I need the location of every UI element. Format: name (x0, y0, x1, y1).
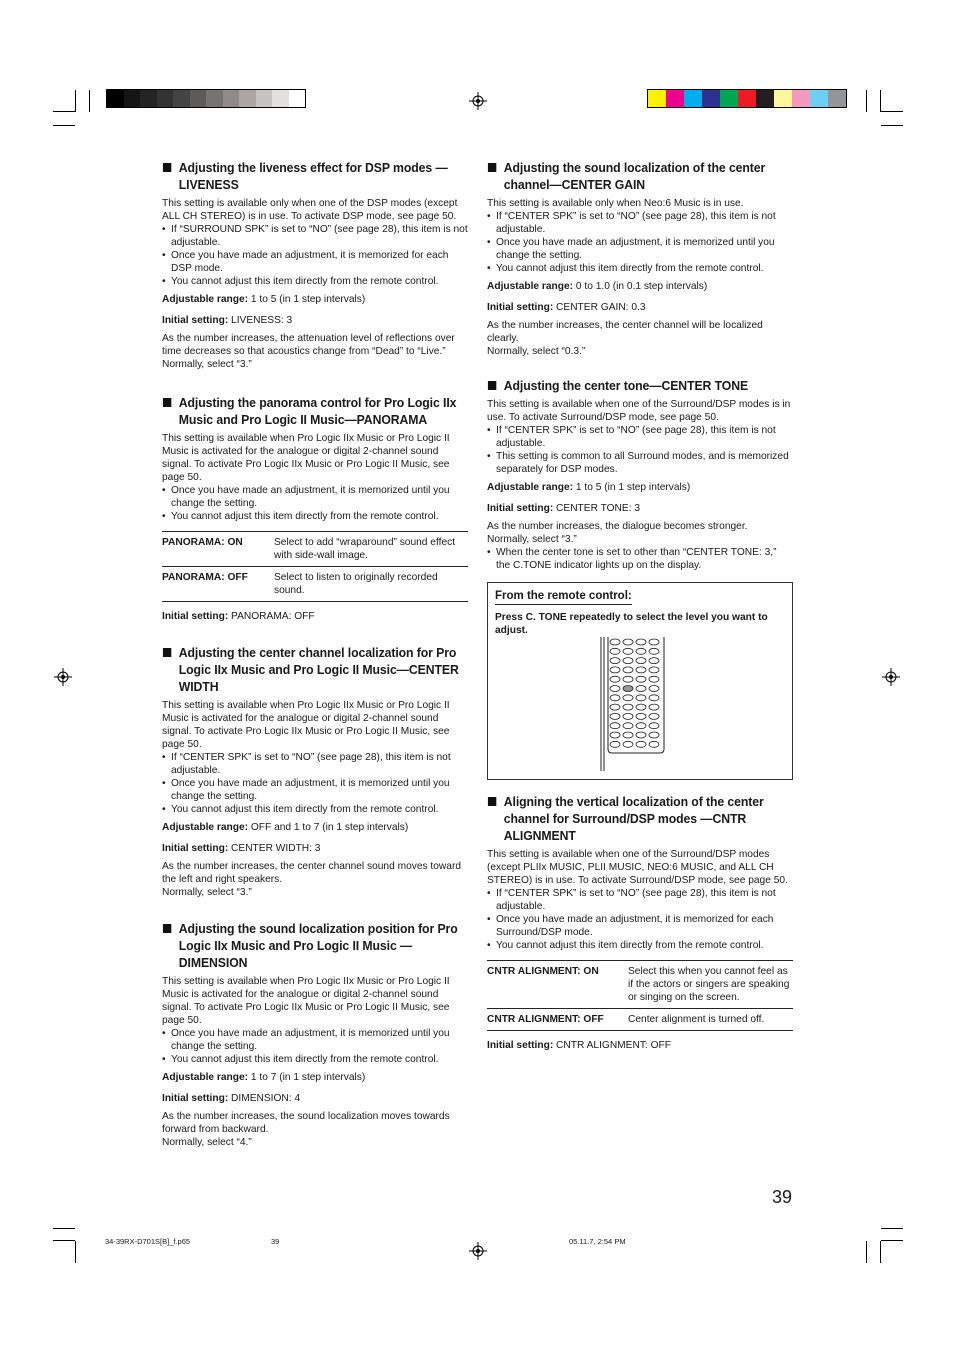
remote-button-icon (610, 723, 620, 729)
remote-button-icon (610, 648, 620, 654)
section-intro: This setting is available when Pro Logic IIx Music or Pro Logic II Music is activated for the analogue or digital 2-channel sound signal. To activate Pro Logic IIx Music or Pro Logic II Music, see page 50. (162, 433, 450, 483)
section-title: Adjusting the center channel localization for Pro Logic IIx Music and Pro Logic II Music—CENTER WIDTH (178, 645, 459, 694)
remote-button-icon (649, 648, 659, 654)
list-item: • You cannot adjust this item directly from the remote control. (162, 803, 468, 816)
crop-mark (89, 90, 90, 112)
footer-file: 34-39RX-D701S[B]_f.p65 (105, 1237, 191, 1246)
section-title: Adjusting the center tone—CENTER TONE (503, 378, 749, 393)
color-swatch (272, 90, 289, 107)
remote-button-icon (610, 658, 620, 664)
remote-button-icon (649, 732, 659, 738)
remote-button-icon (636, 658, 646, 664)
list-item: • Once you have made an adjustment, it is memorized for each DSP mode. (162, 249, 468, 275)
remote-button-icon (649, 639, 659, 645)
remote-button-icon (610, 741, 620, 747)
color-swatch (289, 90, 306, 107)
remote-control-box (487, 582, 793, 780)
remote-button-icon (623, 658, 633, 664)
section-intro: This setting is available when one of the Surround/DSP modes (except PLIIx MUSIC, PLII MUSIC, NEO:6 MUSIC, and ALL CH STEREO) is in use. To activate Surround/DSP mode, see page 50. (487, 849, 788, 886)
list-item: • Once you have made an adjustment, it is memorized for each Surround/DSP mode. (487, 913, 793, 939)
square-bullet-icon (163, 163, 171, 172)
registration-mark-icon (469, 92, 487, 110)
color-swatch (792, 90, 810, 107)
color-swatch (828, 90, 846, 107)
section-normal: Normally, select “0.3.” (487, 346, 586, 357)
list-item: • You cannot adjust this item directly from the remote control. (162, 510, 468, 523)
color-swatch (774, 90, 792, 107)
crop-mark (53, 111, 75, 112)
section-intro: This setting is available when Pro Logic IIx Music or Pro Logic II Music is activated for the analogue or digital 2-channel sound signal. To activate Pro Logic IIx Music or Pro Logic II Music, see page 50. (162, 976, 450, 1026)
section-cntr-alignment (487, 793, 793, 1052)
color-swatch (720, 90, 738, 107)
remote-button-icon (636, 723, 646, 729)
section-normal: Normally, select “3.” (162, 887, 252, 898)
remote-button-icon (623, 676, 633, 682)
color-swatch (206, 90, 223, 107)
color-swatch (239, 90, 256, 107)
color-swatch (702, 90, 720, 107)
crop-mark (53, 1240, 75, 1241)
adjustable-range: Adjustable range: 1 to 5 (in 1 step intervals) (487, 482, 691, 493)
section-note: As the number increases, the attenuation level of reflections over time decreases so that acoustics change from “Dead” to “Live.” (162, 333, 455, 357)
grayscale-calibration-bar (106, 89, 306, 108)
section-title: Adjusting the liveness effect for DSP modes —LIVENESS (178, 160, 448, 192)
remote-button-icon (610, 667, 620, 673)
remote-button-icon (636, 639, 646, 645)
crop-mark (75, 1241, 76, 1263)
section-liveness (162, 159, 468, 371)
registration-mark-icon (469, 1242, 487, 1260)
section-dimension (162, 920, 468, 1149)
remote-button-icon (623, 723, 633, 729)
adjustable-range: Adjustable range: 0 to 1.0 (in 0.1 step intervals) (487, 281, 708, 292)
list-item: • If “CENTER SPK” is set to “NO” (see page 28), this item is not adjustable. (487, 210, 793, 236)
left-column (162, 159, 468, 1149)
remote-button-icon (623, 667, 633, 673)
section-intro: This setting is available when one of the Surround/DSP modes is in use. To activate Surround/DSP mode, see page 50. (487, 399, 791, 423)
remote-button-icon (649, 741, 659, 747)
section-normal: Normally, select “3.” (487, 534, 577, 545)
color-swatch (124, 90, 141, 107)
color-swatch (157, 90, 174, 107)
registration-mark-icon (54, 668, 72, 686)
crop-mark (866, 1241, 867, 1263)
options-table (162, 531, 468, 602)
remote-button-icon (649, 686, 659, 692)
remote-button-icon (649, 713, 659, 719)
square-bullet-icon (488, 797, 496, 806)
initial-setting: Initial setting: DIMENSION: 4 (162, 1093, 301, 1104)
section-title: Adjusting the sound localization of the center channel—CENTER GAIN (503, 160, 766, 192)
section-normal: Normally, select “3.” (162, 359, 252, 370)
list-item: • You cannot adjust this item directly from the remote control. (487, 939, 793, 952)
remote-button-icon (636, 667, 646, 673)
remote-button-icon (649, 658, 659, 664)
table-row: CNTR ALIGNMENT: ON Select this when you cannot feel as if the actors or singers are speaking or singing on the screen. (487, 961, 793, 1009)
list-item: • You cannot adjust this item directly from the remote control. (162, 275, 468, 288)
remote-button-icon (610, 695, 620, 701)
remote-button-icon (636, 686, 646, 692)
list-item: • When the center tone is set to other than “CENTER TONE: 3,” the C.TONE indicator lights up on the display. (487, 546, 793, 572)
section-normal: Normally, select “4.” (162, 1137, 252, 1148)
section-intro: This setting is available when Pro Logic IIx Music or Pro Logic II Music is activated for the analogue or digital 2-channel sound signal. To activate Pro Logic IIx Music or Pro Logic II Music, see page 50. (162, 700, 450, 750)
color-swatch (738, 90, 756, 107)
list-item: • Once you have made an adjustment, it is memorized until you change the setting. (487, 236, 793, 262)
remote-button-icon (610, 713, 620, 719)
footer-page: 39 (271, 1237, 280, 1246)
adjustable-range: Adjustable range: 1 to 5 (in 1 step intervals) (162, 294, 366, 305)
section-intro: This setting is available only when one of the DSP modes (except ALL CH STEREO) is in use. To activate DSP mode, see page 50. (162, 198, 458, 222)
square-bullet-icon (163, 648, 171, 657)
crop-mark (881, 1228, 903, 1229)
section-note: As the number increases, the center channel sound moves toward the left and right speakers. (162, 861, 461, 885)
color-swatch (173, 90, 190, 107)
list-item: • Once you have made an adjustment, it is memorized until you change the setting. (162, 1027, 468, 1053)
remote-button-icon (636, 695, 646, 701)
initial-setting: Initial setting: PANORAMA: OFF (162, 611, 315, 622)
remote-button-icon (623, 704, 633, 710)
crop-mark (881, 1240, 903, 1241)
crop-mark (880, 90, 881, 112)
section-center-gain (487, 159, 793, 358)
remote-button-icon (610, 732, 620, 738)
remote-instruction: Press C. TONE repeatedly to select the level you want to adjust. (495, 612, 768, 636)
color-swatch (223, 90, 240, 107)
section-title: Adjusting the panorama control for Pro Logic IIx Music and Pro Logic II Music—PANORAMA (178, 395, 457, 427)
color-swatch (666, 90, 684, 107)
remote-control-icon (600, 637, 670, 771)
initial-setting: Initial setting: CNTR ALIGNMENT: OFF (487, 1040, 671, 1051)
remote-button-icon (636, 704, 646, 710)
remote-button-icon (623, 695, 633, 701)
crop-mark (75, 90, 76, 112)
remote-button-icon (623, 686, 633, 692)
list-item: • If “CENTER SPK” is set to “NO” (see page 28), this item is not adjustable. (487, 887, 793, 913)
table-row: CNTR ALIGNMENT: OFF Center alignment is turned off. (487, 1009, 793, 1031)
remote-button-icon (610, 704, 620, 710)
section-note: As the number increases, the sound localization moves towards forward from backward. (162, 1111, 450, 1135)
remote-button-icon (649, 723, 659, 729)
remote-button-icon (649, 704, 659, 710)
remote-button-icon (610, 676, 620, 682)
list-item: • This setting is common to all Surround modes, and is memorized separately for DSP modes. (487, 450, 793, 476)
remote-button-icon (610, 639, 620, 645)
remote-button-icon (610, 686, 620, 692)
list-item: • You cannot adjust this item directly from the remote control. (162, 1053, 468, 1066)
color-swatch (684, 90, 702, 107)
crop-mark (53, 125, 75, 126)
remote-button-icon (649, 667, 659, 673)
page-number: 39 (772, 1187, 793, 1207)
square-bullet-icon (488, 163, 496, 172)
remote-button-icon (623, 741, 633, 747)
section-title: Adjusting the sound localization position for Pro Logic IIx Music and Pro Logic II Music —DIMENSION (178, 921, 458, 970)
list-item: • Once you have made an adjustment, it is memorized until you change the setting. (162, 777, 468, 803)
list-item: • If “CENTER SPK” is set to “NO” (see page 28), this item is not adjustable. (162, 751, 468, 777)
initial-setting: Initial setting: LIVENESS: 3 (162, 315, 293, 326)
remote-button-icon (649, 695, 659, 701)
remote-button-icon (649, 676, 659, 682)
remote-button-icon (636, 676, 646, 682)
square-bullet-icon (163, 398, 171, 407)
initial-setting: Initial setting: CENTER TONE: 3 (487, 503, 641, 514)
remote-button-icon (623, 648, 633, 654)
remote-button-icon (636, 732, 646, 738)
registration-mark-icon (882, 668, 900, 686)
remote-button-icon (623, 639, 633, 645)
remote-button-icon (623, 732, 633, 738)
options-table (487, 960, 793, 1031)
list-item: • You cannot adjust this item directly from the remote control. (487, 262, 793, 275)
crop-mark (881, 111, 903, 112)
initial-setting: Initial setting: CENTER WIDTH: 3 (162, 843, 321, 854)
list-item: • If “CENTER SPK” is set to “NO” (see page 28), this item is not adjustable. (487, 424, 793, 450)
remote-button-icon (623, 713, 633, 719)
section-panorama (162, 394, 468, 623)
table-row: PANORAMA: OFF Select to listen to originally recorded sound. (162, 567, 468, 602)
remote-button-icon (636, 741, 646, 747)
list-item: • Once you have made an adjustment, it is memorized until you change the setting. (162, 484, 468, 510)
section-center-width (162, 644, 468, 899)
remote-button-icon (636, 648, 646, 654)
remote-button-icon (636, 713, 646, 719)
section-center-tone (487, 377, 793, 780)
section-note: As the number increases, the dialogue becomes stronger. (487, 521, 748, 532)
list-item: • If “SURROUND SPK” is set to “NO” (see page 28), this item is not adjustable. (162, 223, 468, 249)
adjustable-range: Adjustable range: OFF and 1 to 7 (in 1 step intervals) (162, 822, 409, 833)
initial-setting: Initial setting: CENTER GAIN: 0.3 (487, 302, 646, 313)
color-swatch (140, 90, 157, 107)
table-row: PANORAMA: ON Select to add “wraparound” sound effect with side-wall image. (162, 532, 468, 567)
color-swatch (107, 90, 124, 107)
square-bullet-icon (163, 924, 171, 933)
crop-mark (866, 90, 867, 112)
crop-mark (881, 125, 903, 126)
color-calibration-bar (647, 89, 847, 108)
color-swatch (648, 90, 666, 107)
square-bullet-icon (488, 381, 496, 390)
remote-title: From the remote control: (495, 589, 632, 605)
color-swatch (256, 90, 273, 107)
section-intro: This setting is available only when Neo:6 Music is in use. (487, 198, 744, 209)
section-note: As the number increases, the center channel will be localized clearly. (487, 320, 763, 344)
color-swatch (810, 90, 828, 107)
crop-mark (53, 1228, 75, 1229)
color-swatch (190, 90, 207, 107)
crop-mark (880, 1241, 881, 1263)
adjustable-range: Adjustable range: 1 to 7 (in 1 step intervals) (162, 1072, 366, 1083)
footer-date: 05.11.7, 2:54 PM (569, 1237, 626, 1246)
right-column (487, 159, 793, 1052)
section-title: Aligning the vertical localization of the center channel for Surround/DSP modes —CNTR ALIGNMENT (503, 794, 764, 843)
color-swatch (756, 90, 774, 107)
